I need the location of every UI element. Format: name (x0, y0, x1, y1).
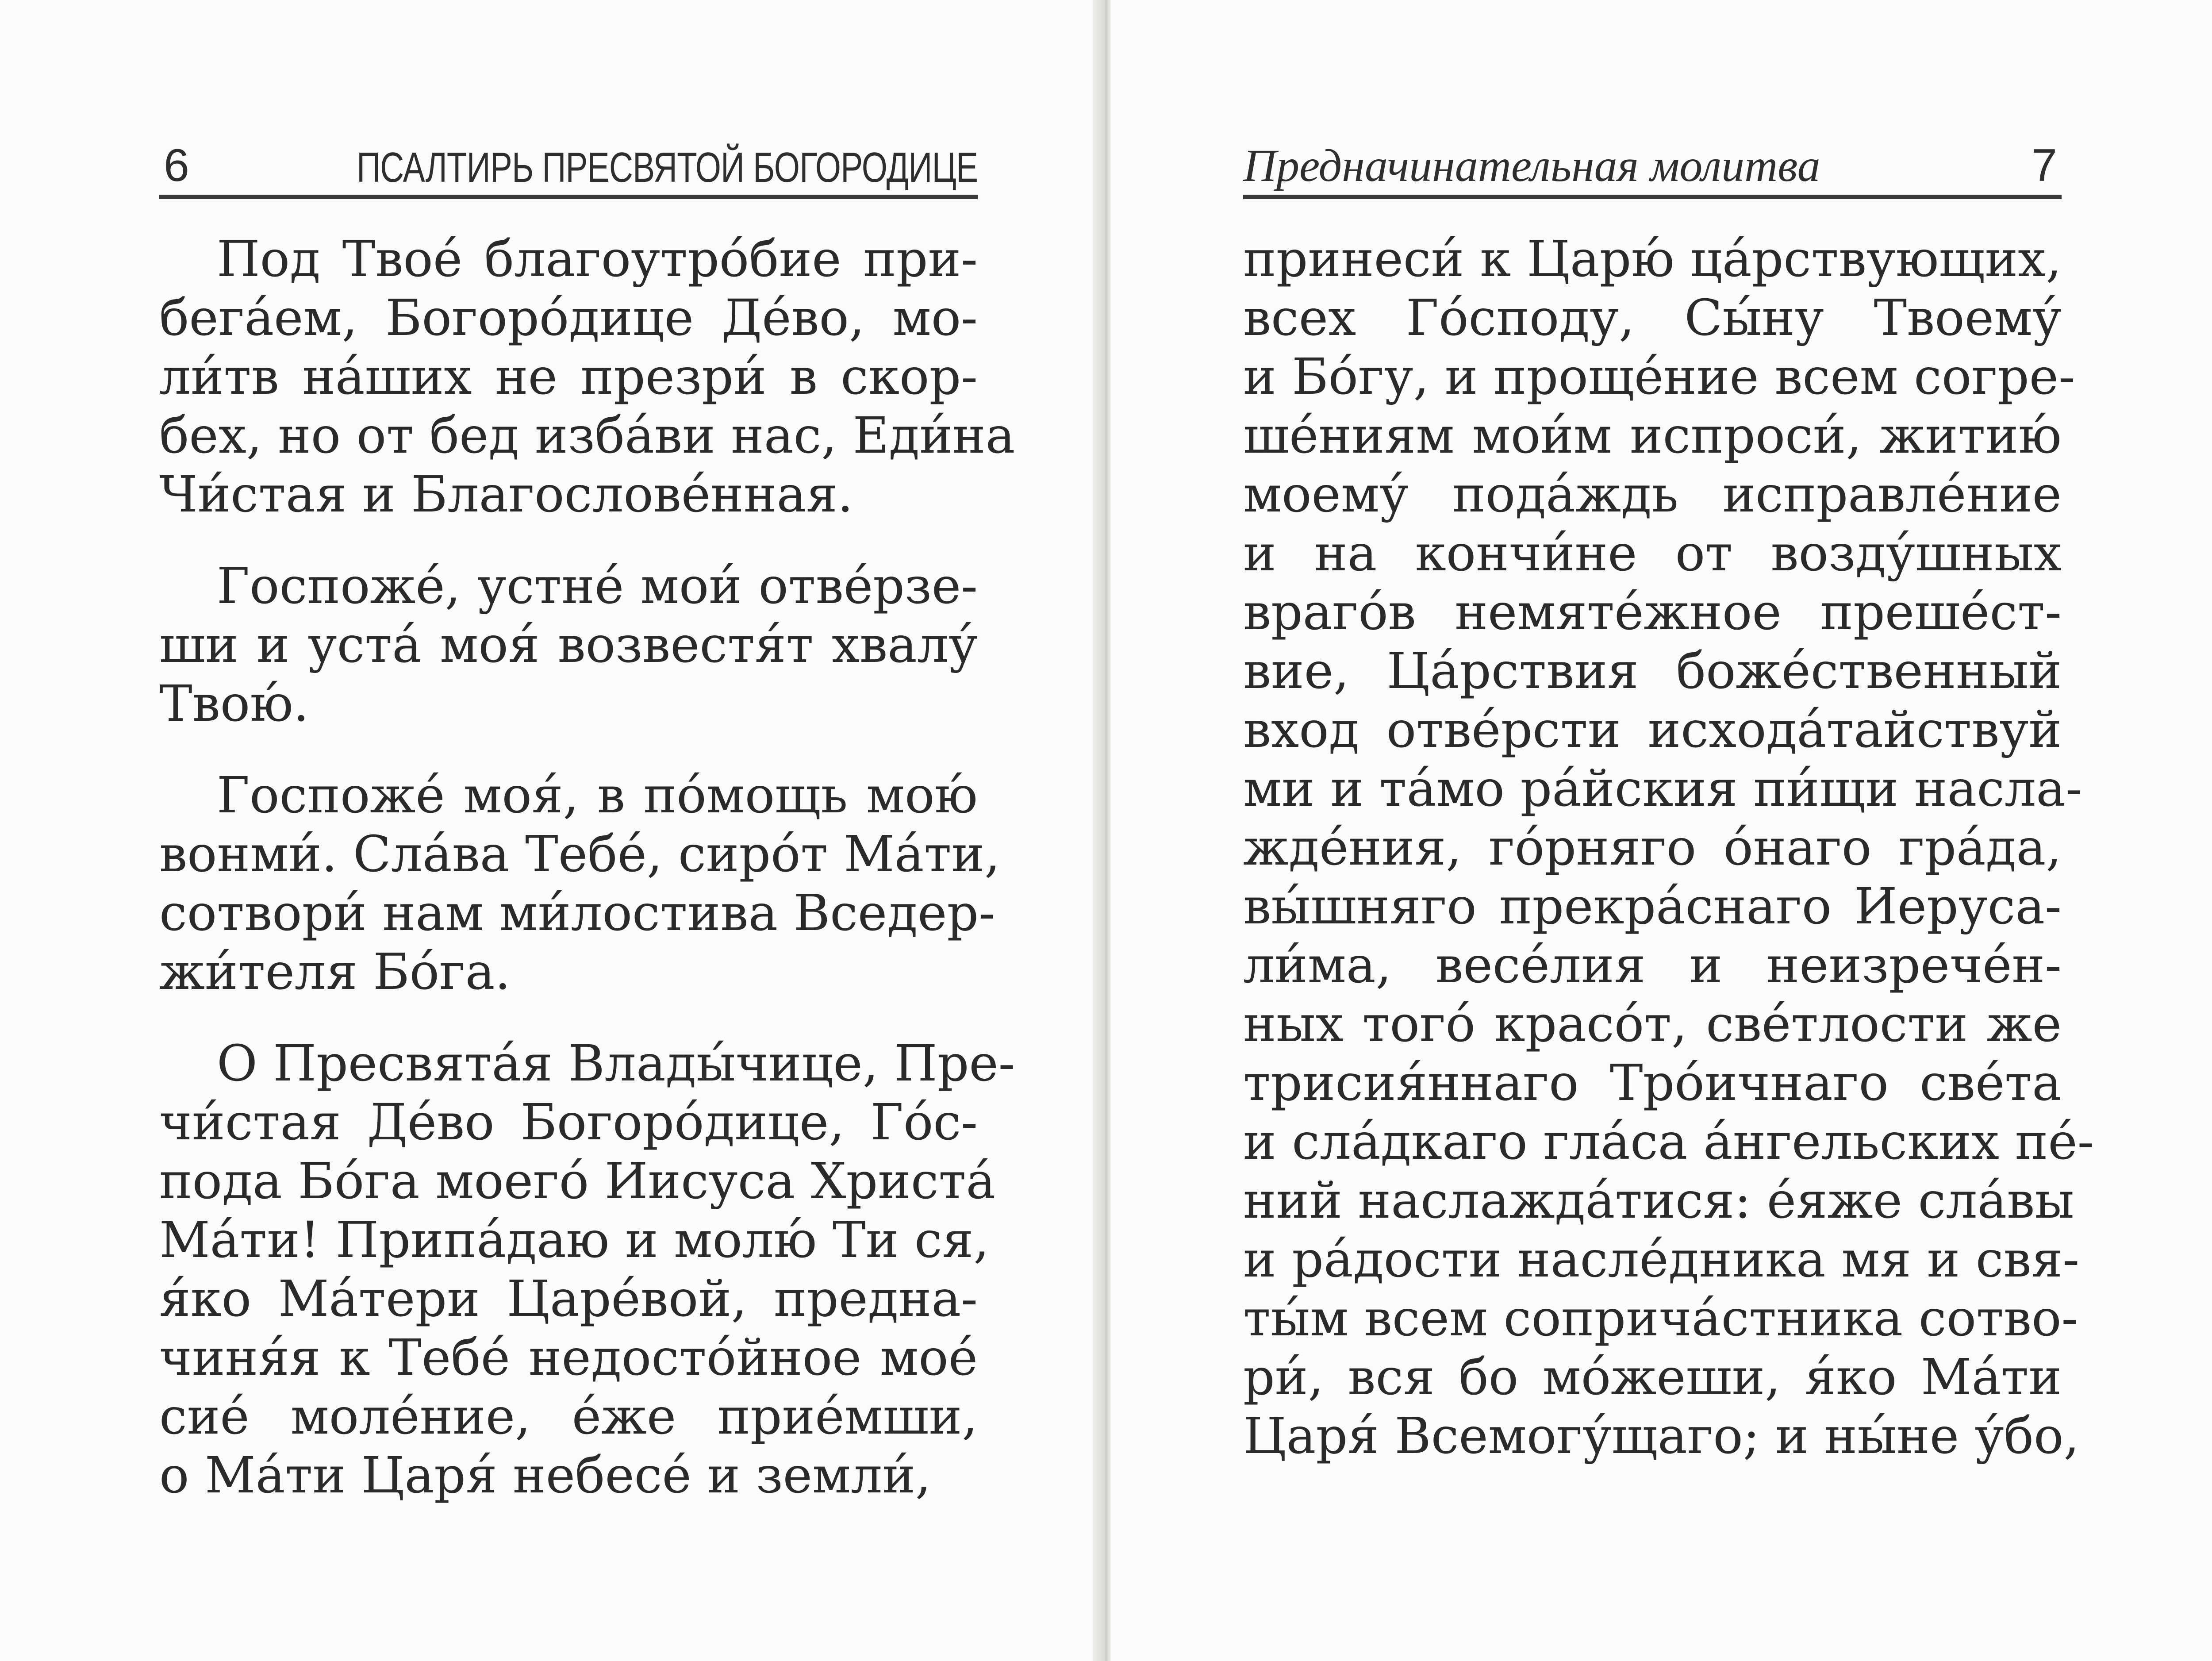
text-line: и сла́дкаго гла́са а́нгельских пе́- (1243, 1113, 2094, 1171)
paragraph (159, 557, 978, 734)
text-line: сотвори́ нам ми́лостива Вседер- (159, 884, 995, 942)
text-line: Ма́ти! Припа́даю и молю́ Ти ся, (159, 1211, 989, 1269)
text-line: и на кончи́не от возду́шных (1243, 525, 2062, 582)
text-line: о Ма́ти Царя́ небесе́ и земли́, (159, 1447, 931, 1504)
running-title: Предначинательная молитва (1243, 140, 1820, 191)
text-line: и Бо́гу, и проще́ние всем согре- (1243, 348, 2075, 406)
text-line: ты́м всем соприча́стника сотво- (1243, 1290, 2078, 1347)
page-number: 7 (2032, 140, 2057, 191)
left-page-body (159, 230, 1015, 1538)
text-line: Чи́стая и Благослове́нная. (159, 466, 853, 523)
text-line: чиня́я к Тебе́ недосто́йное мое́ (159, 1329, 978, 1387)
text-line: Царя́ Всемогу́щаго; и ны́не у́бо, (1243, 1407, 2080, 1465)
text-line: ных того́ красо́т, све́тлости же (1243, 996, 2062, 1053)
text-line: ши и уста́ моя́ возвестя́т хвалу́ (159, 616, 978, 674)
text-line: Под Твое́ благоутро́бие при- (217, 231, 978, 288)
text-line: бех, но от бед изба́ви нас, Еди́на (159, 407, 1015, 465)
paragraph (159, 1034, 1015, 1505)
paragraph (159, 766, 1000, 1002)
text-line: ше́ниям мои́м испроси́, житию́ (1243, 407, 2062, 465)
text-line: трисия́ннаго Тро́ичнаго све́та (1243, 1054, 2062, 1112)
text-line: я́ко Ма́тери Царе́вой, предна- (159, 1270, 978, 1328)
text-line: принеси́ к Царю́ ца́рствующих, (1243, 231, 2062, 288)
text-line: жи́теля Бо́га. (159, 943, 511, 1001)
text-line: и ра́дости насле́дника мя и свя- (1243, 1231, 2080, 1288)
text-line: ний наслажда́тися: е́яже сла́вы (1243, 1172, 2074, 1230)
left-page (0, 0, 1102, 1661)
paragraph (159, 230, 1015, 524)
text-line: ри́, вся бо мо́жеши, я́ко Ма́ти (1243, 1349, 2062, 1406)
text-line: чи́стая Де́во Богоро́дице, Го́с- (159, 1094, 978, 1151)
text-line: пода Бо́га моего́ Иисуса Христа́ (159, 1153, 996, 1210)
running-title: ПСАЛТИРЬ ПРЕСВЯТОЙ БОГОРОДИЦЕ (356, 144, 978, 191)
text-line: ли́ма, весе́лия и неизрече́н- (1243, 937, 2062, 994)
text-line: вонми́. Сла́ва Тебе́, сиро́т Ма́ти, (159, 826, 1000, 883)
text-line: моему́ пода́ждь исправле́ние (1243, 466, 2062, 523)
text-line: вие, Ца́рствия боже́ственный (1243, 642, 2062, 700)
text-line: Госпоже́ моя́, в по́мощь мою́ (217, 767, 978, 824)
running-head-left (159, 128, 978, 199)
running-head-right (1243, 128, 2062, 199)
text-line: вы́шняго прекра́снаго Иеруса- (1243, 878, 2062, 935)
right-page (1110, 0, 2212, 1661)
page-number: 6 (164, 140, 189, 191)
text-line: бега́ем, Богоро́дице Де́во, мо- (159, 289, 978, 347)
right-page-body (1243, 230, 2094, 1499)
paragraph (1243, 230, 2094, 1466)
text-line: вход отве́рсти исхода́тайствуй (1243, 701, 2062, 759)
text-line: О Пресвята́я Влады́чице, Пре- (217, 1035, 1015, 1092)
text-line: ли́тв на́ших не презри́ в скор- (159, 348, 978, 406)
text-line: ми и та́мо ра́йския пи́щи насла- (1243, 760, 2082, 818)
text-line: враго́в немяте́жное преше́ст- (1243, 584, 2062, 641)
text-line: Твою́. (159, 675, 309, 733)
text-line: всех Го́споду, Сы́ну Твоему́ (1243, 289, 2062, 347)
text-line: жде́ния, го́рняго о́наго гра́да, (1243, 819, 2062, 877)
text-line: сие́ моле́ние, е́же прие́мши, (159, 1388, 978, 1446)
text-line: Госпоже́, устне́ мои́ отве́рзе- (217, 558, 978, 615)
